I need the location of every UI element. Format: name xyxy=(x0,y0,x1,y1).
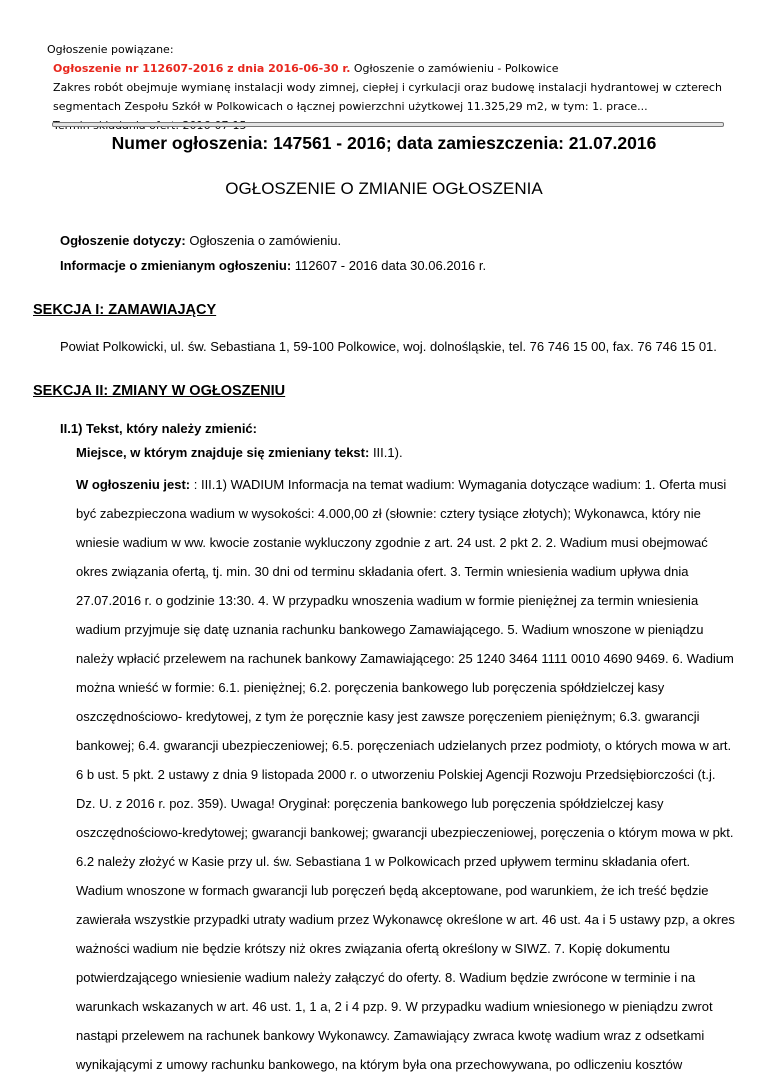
related-notice xyxy=(47,40,727,135)
place-value: III.1). xyxy=(369,445,403,460)
related-link-line xyxy=(47,59,727,78)
document-type-heading: OGŁOSZENIE O ZMIANIE OGŁOSZENIA xyxy=(225,179,543,198)
related-notice-link[interactable]: Ogłoszenie nr 112607-2016 z dnia 2016-06-30 r. xyxy=(53,62,351,75)
current-text-paragraph xyxy=(76,470,736,1079)
related-description: Zakres robót obejmuje wymianę instalacji wody zimnej, ciepłej i cyrkulacji oraz budowę instalacji hydrantowej w czterech segmentach Zespołu Szkół w Polkowicach o łącznej powierzchni użytkowej 11.325,29 m2, w tym: 1. prace... xyxy=(53,81,722,113)
contracting-authority-address: Powiat Polkowicki, ul. św. Sebastiana 1, 59-100 Polkowice, woj. dolnośląskie, tel. 76 746 15 00, fax. 76 746 15 01. xyxy=(60,339,717,354)
info-label: Informacje o zmienianym ogłoszeniu: xyxy=(60,258,292,273)
was-label: W ogłoszeniu jest: xyxy=(76,477,191,492)
subsection-label: II.1) Tekst, który należy zmienić: xyxy=(60,421,257,436)
was-value: : III.1) WADIUM Informacja na temat wadium: Wymagania dotyczące wadium: 1. Oferta musi być zabezpieczona wadium w wysokości: 4.000,00 zł (słownie: cztery tysiące złotych); Wykonawca, który nie wniesie wadium w ww. kwocie zostanie wykluczony zgodnie z art. 24 ust. 2 pkt 2. 2. Wadium musi obejmować okres związania ofertą, tj. min. 30 dni od terminu składania ofert. 3. Termin wniesienia wadium upływa dnia 27.07.2016 r. o godzinie 13:30. 4. W przypadku wnoszenia wadium w formie pieniężnej za termin wniesienia wadium przyjmuje się datę uznania rachunku bankowego Zamawiającego. 5. Wadium wnoszone w pieniądzu należy wpłacić przelewem na rachunek bankowy Zamawiającego: 25 1240 3464 1111 0010 4690 9469. 6. Wadium można wnieść w formie: 6.1. pieniężnej; 6.2. poręczenia bankowego lub poręczenia spółdzielczej kasy oszczędnościowo- kredytowej, z tym że poręcznie kasy jest zawsze poręczeniem pieniężnym; 6.3. gwarancji bankowej; 6.4. gwarancji ubezpieczeniowej; 6.5. poręczeniach udzielanych przez podmioty, o których mowa w art. 6 b ust. 5 pkt. 2 ustawy z dnia 9 listopada 2000 r. o utworzeniu Polskiej Agencji Rozwoju Przedsiębiorczości (t.j. Dz. U. z 2016 r. poz. 359). Uwaga! Oryginał: poręczenia bankowego lub poręczenia spółdzielczej kasy oszczędnościowo-kredytowej; gwarancji bankowej; gwarancji ubezpieczeniowej, poręczenia o którym mowa w pkt. 6.2 należy złożyć w Kasie przy ul. św. Sebastiana 1 w Polkowicach przed upływem terminu składania ofert. Wadium wnoszone w formach gwarancji lub poręczeń będą akceptowane, pod warunkiem, że ich treść będzie zawierała wszystkie przypadki utraty wadium przez Wykonawcę określone w art. 46 ust. 4a i 5 ustawy pzp, a okres ważności wadium nie będzie krótszy niż okres związania ofertą określony w SIWZ. 7. Kopię dokumentu potwierdzającego wniesienie wadium należy załączyć do oferty. 8. Wadium będzie zwrócone w terminie i na warunkach wskazanych w art. 46 ust. 1, 1 a, 2 i 4 pzp. 9. W przypadku wadium wniesionego w pieniądzu zwrot nastąpi przelewem na rachunek bankowy Wykonawcy. Zamawiający zwraca kwotę wadium wraz z odsetkami wynikającymi z umowy rachunku bankowego, na którym była ona przechowywana, po odliczeniu kosztów xyxy=(76,477,735,1072)
horizontal-divider xyxy=(52,122,724,127)
info-value: 112607 - 2016 data 30.06.2016 r. xyxy=(291,258,487,273)
related-label: Ogłoszenie powiązane: xyxy=(47,43,174,56)
section-1-title: SEKCJA I: ZAMAWIAJĄCY xyxy=(33,302,217,318)
concerns-label: Ogłoszenie dotyczy: xyxy=(60,233,186,248)
changed-place-line xyxy=(76,443,403,463)
subsection-heading xyxy=(60,419,257,439)
related-link-suffix: Ogłoszenie o zamówieniu - Polkowice xyxy=(350,62,559,75)
changed-notice-info-line xyxy=(60,256,486,276)
concerns-line xyxy=(60,231,341,251)
place-label: Miejsce, w którym znajduje się zmieniany tekst: xyxy=(76,445,370,460)
page-title: Numer ogłoszenia: 147561 - 2016; data zamieszczenia: 21.07.2016 xyxy=(111,133,657,153)
concerns-value: Ogłoszenia o zamówieniu. xyxy=(185,233,342,248)
section-2-title: SEKCJA II: ZMIANY W OGŁOSZENIU xyxy=(33,383,286,399)
